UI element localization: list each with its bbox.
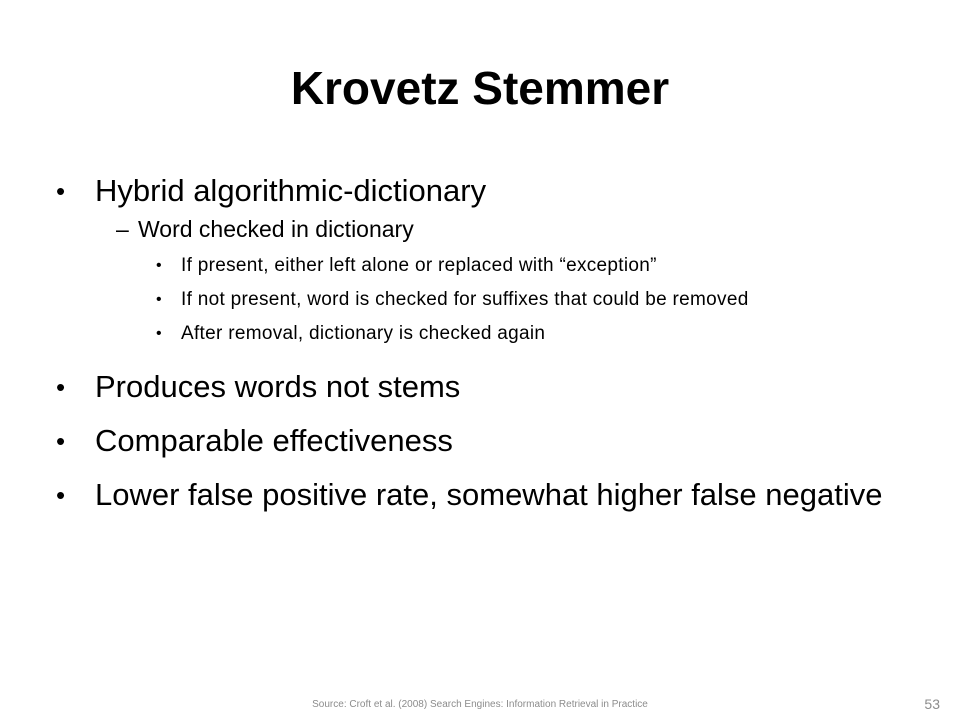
dash-icon: – bbox=[116, 216, 129, 242]
bullet-item bbox=[56, 476, 906, 514]
bullet-text: Hybrid algorithmic-dictionary bbox=[95, 173, 487, 208]
bullet-icon: • bbox=[156, 325, 162, 342]
bullet-icon: • bbox=[56, 480, 66, 510]
sub-sub-bullet-item bbox=[56, 322, 906, 346]
bullet-list bbox=[56, 172, 906, 514]
bullet-item bbox=[56, 368, 906, 406]
bullet-text: Produces words not stems bbox=[95, 369, 461, 404]
bullet-icon: • bbox=[56, 372, 66, 402]
bullet-icon: • bbox=[56, 426, 66, 456]
sub-sub-bullet-text: If not present, word is checked for suffixes that could be removed bbox=[181, 289, 749, 310]
bullet-item bbox=[56, 422, 906, 460]
bullet-text: Lower false positive rate, somewhat higher false negative bbox=[95, 477, 883, 512]
bullet-item bbox=[56, 172, 906, 210]
slide-title: Krovetz Stemmer bbox=[290, 62, 670, 114]
bullet-text: Comparable effectiveness bbox=[95, 423, 453, 458]
sub-sub-bullet-text: If present, either left alone or replaced with “exception” bbox=[181, 255, 657, 276]
bullet-icon: • bbox=[56, 176, 66, 206]
source-citation: Source: Croft et al. (2008) Search Engines: Information Retrieval in Practice bbox=[312, 699, 648, 710]
bullet-icon: • bbox=[156, 257, 162, 274]
sub-sub-bullet-item bbox=[56, 254, 906, 278]
sub-sub-bullet-item bbox=[56, 288, 906, 312]
sub-sub-bullet-text: After removal, dictionary is checked again bbox=[181, 323, 546, 344]
page-number: 53 bbox=[924, 696, 940, 712]
sub-bullet-item bbox=[56, 214, 906, 244]
sub-bullet-text: Word checked in dictionary bbox=[138, 216, 414, 242]
bullet-icon: • bbox=[156, 291, 162, 308]
